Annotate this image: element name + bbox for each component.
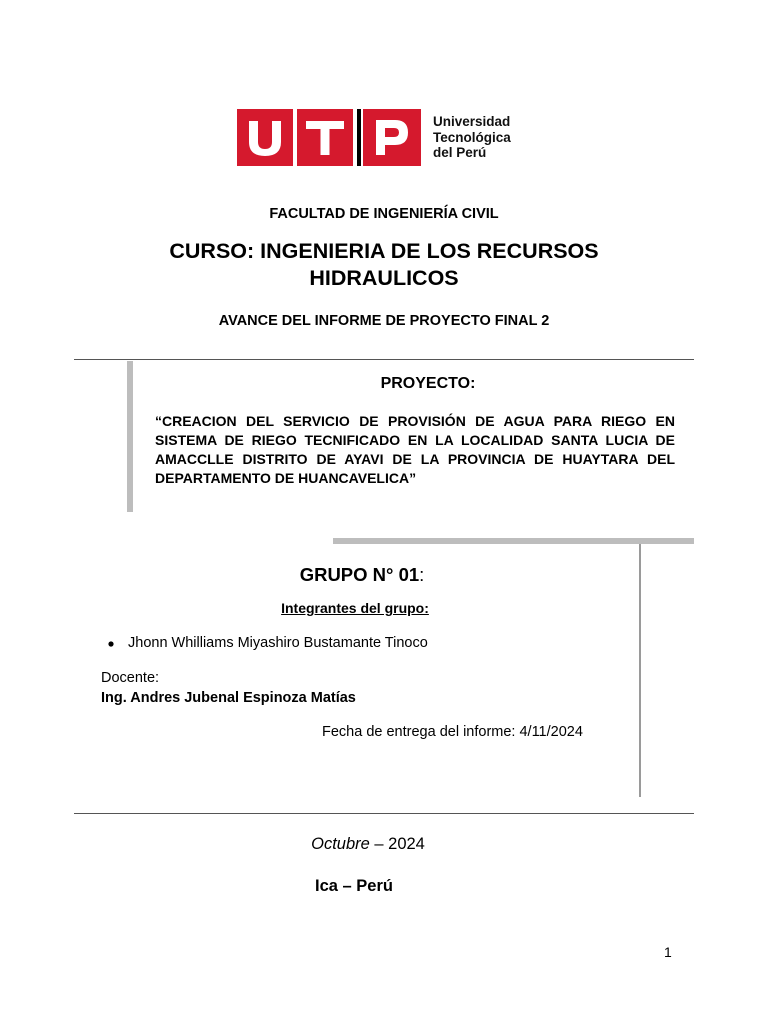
- logo-letter-p: [363, 109, 421, 166]
- logo-name-line: Tecnológica: [433, 129, 511, 145]
- group-title: [0, 564, 724, 586]
- teacher-label: Docente:: [101, 670, 160, 686]
- logo-divider: [357, 109, 361, 166]
- group-title-text: GRUPO N° 01: [299, 564, 420, 585]
- utp-logo: [237, 109, 527, 166]
- faculty-title: FACULTAD DE INGENIERÍA CIVIL: [269, 206, 499, 222]
- course-title: [0, 238, 768, 292]
- month: Octubre: [311, 835, 370, 853]
- logo-university-name: [433, 114, 533, 161]
- members-heading: Integrantes del grupo:: [281, 600, 429, 616]
- bullet-icon: [107, 640, 115, 648]
- logo-letter-u: [237, 109, 293, 166]
- report-title: AVANCE DEL INFORME DE PROYECTO FINAL 2: [218, 313, 550, 329]
- teacher-name: Ing. Andres Jubenal Espinoza Matías: [101, 690, 356, 706]
- bottom-divider: [74, 813, 694, 814]
- place: Ica – Perú: [315, 877, 393, 895]
- course-title-line-1: CURSO: INGENIERIA DE LOS RECURSOS: [169, 239, 599, 263]
- project-label: PROYECTO:: [380, 375, 476, 392]
- member-name: Jhonn Whilliams Miyashiro Bustamante Tinoco: [128, 635, 428, 651]
- logo-name-line: Universidad: [433, 114, 511, 129]
- delivery-date: Fecha de entrega del informe: 4/11/2024: [322, 724, 583, 740]
- page-number: 1: [664, 944, 672, 960]
- year: – 2024: [369, 835, 425, 853]
- date-line: [0, 835, 736, 854]
- logo-name-line: del Perú: [433, 145, 487, 160]
- project-description: “CREACION DEL SERVICIO DE PROVISIÓN DE AGUA PARA RIEGO EN SISTEMA DE RIEGO TECNIFICADO EN LA LOCALIDAD SANTA LUCIA DE AMACCLLE DISTRITO DE AYAVI DE LA PROVINCIA DE HUAYTARA DEL DEPARTAMENTO DE HUANCAVELICA”: [155, 413, 675, 486]
- top-divider: [74, 359, 694, 360]
- logo-letter-t: [297, 109, 353, 166]
- group-title-colon: :: [419, 564, 425, 585]
- course-title-line-2: HIDRAULICOS: [309, 266, 459, 290]
